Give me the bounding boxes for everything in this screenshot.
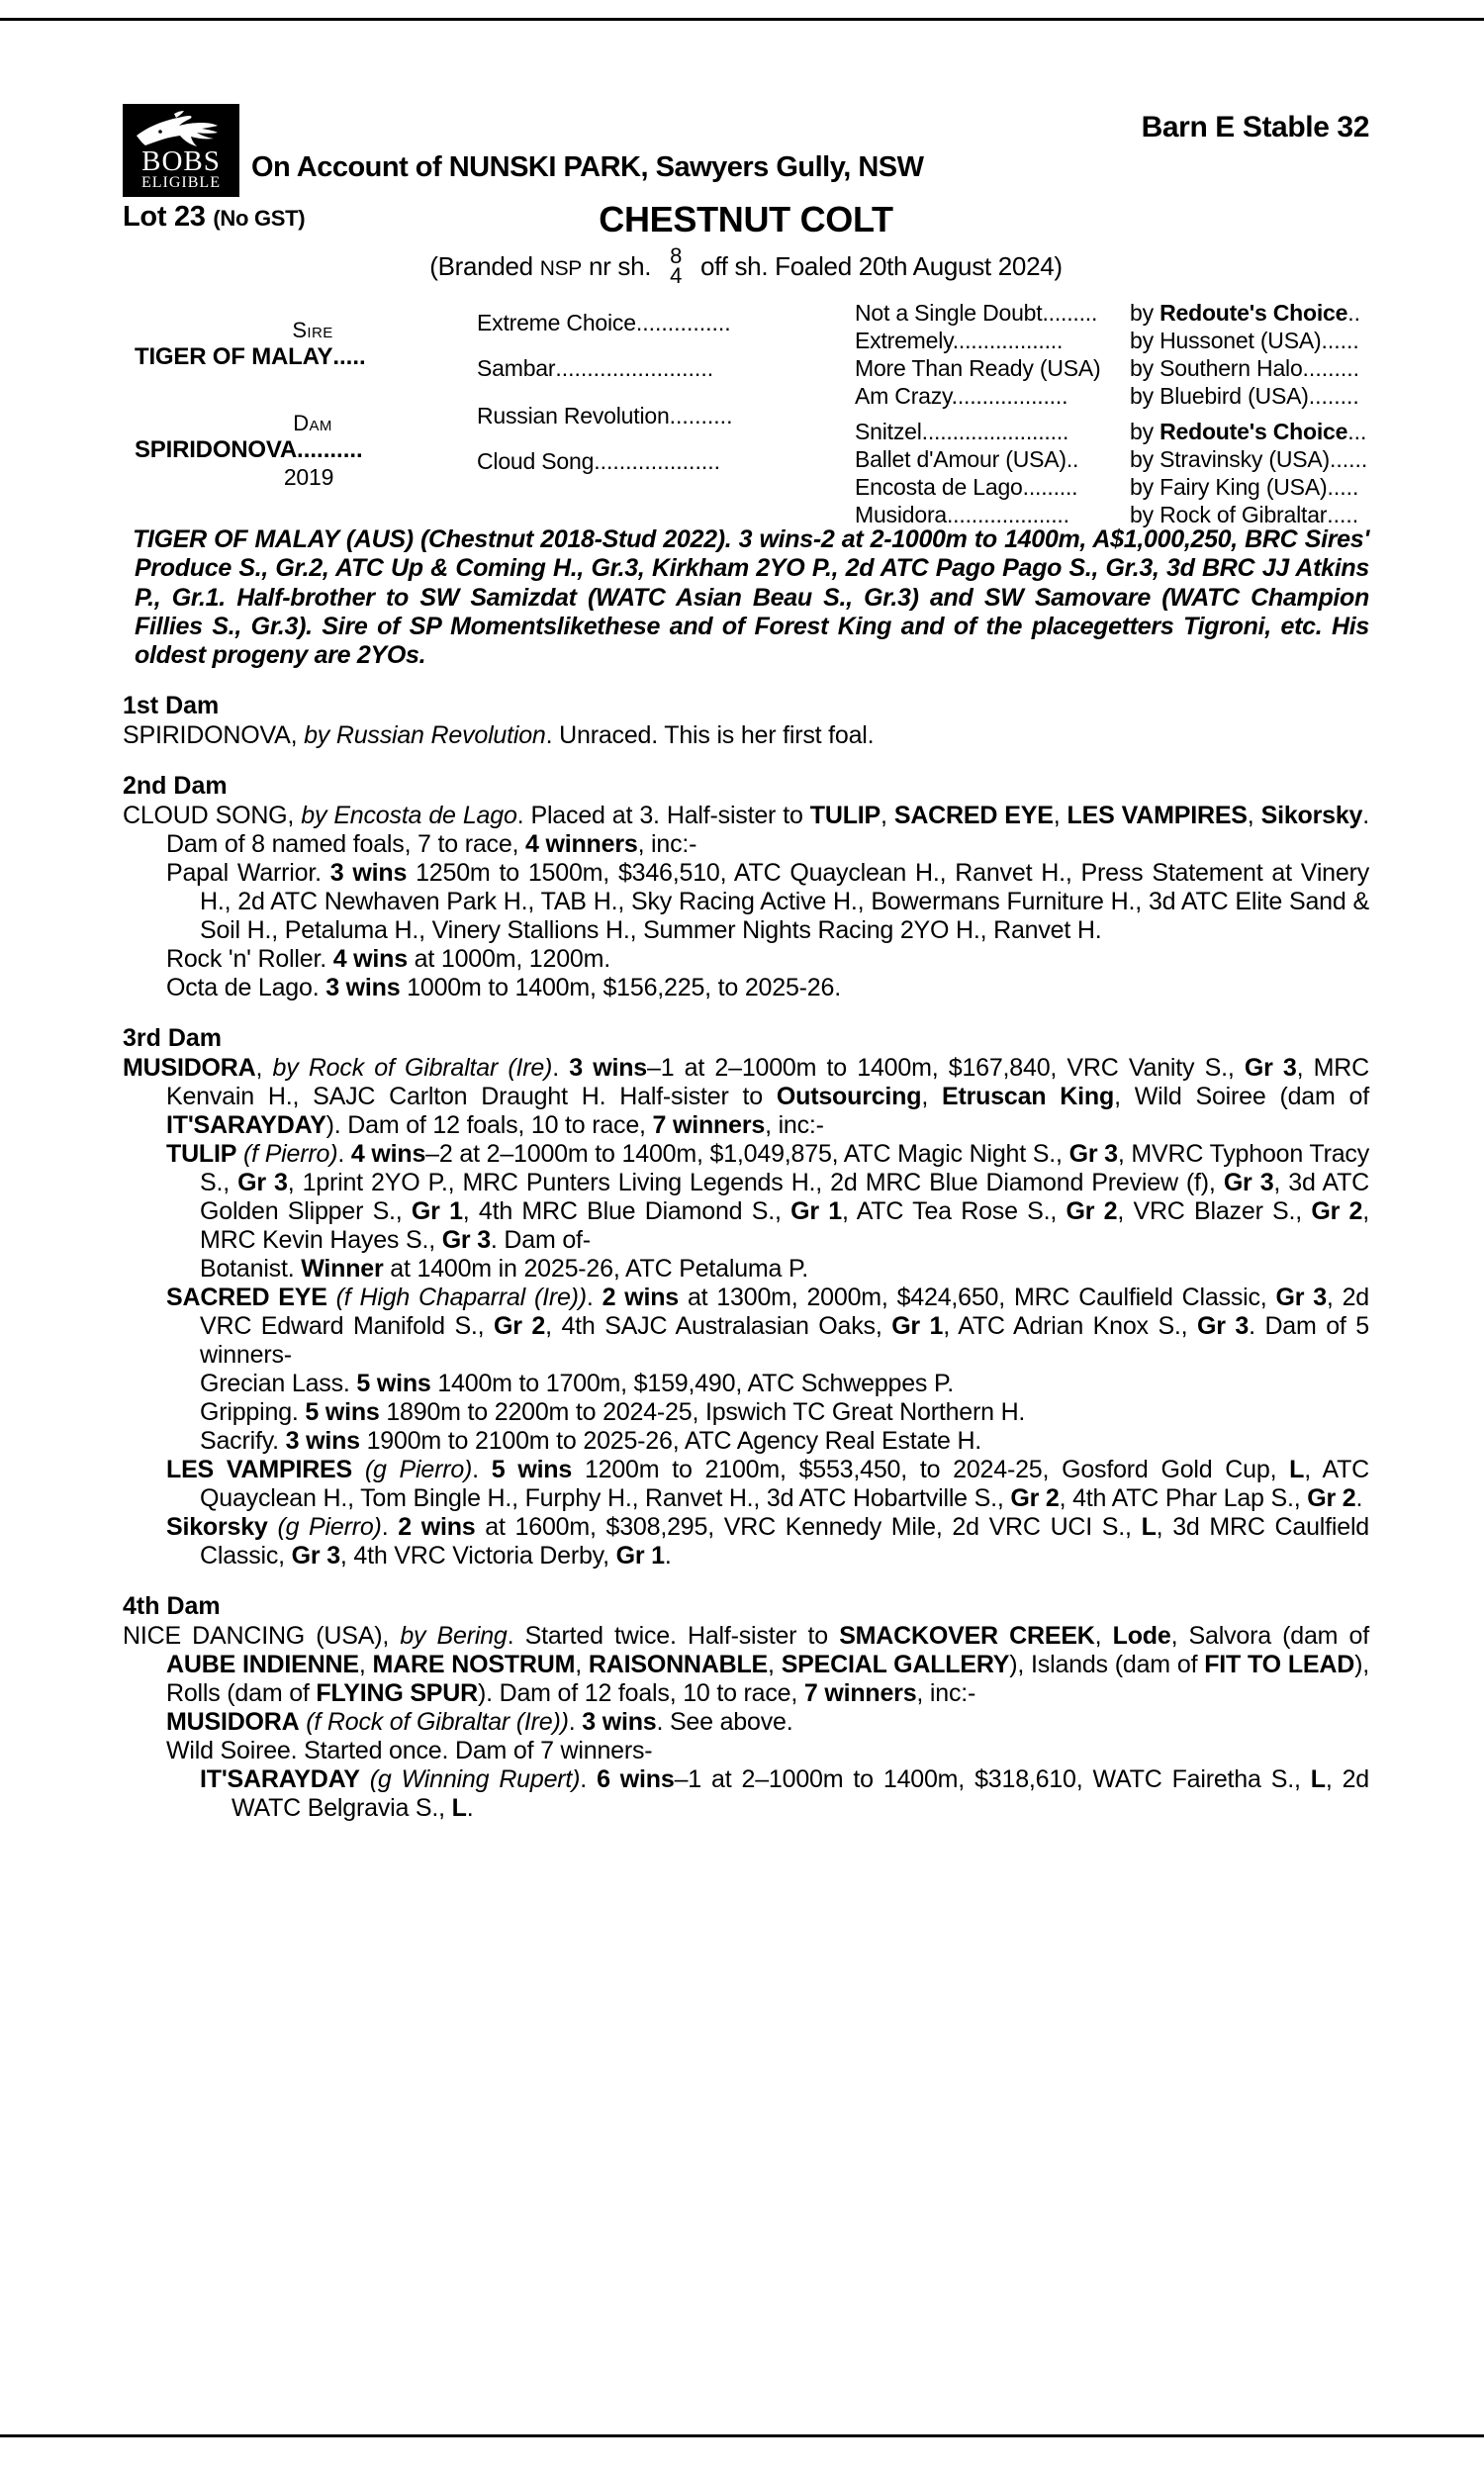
lot-number <box>123 201 305 234</box>
gen2-dots: ......................... <box>555 355 714 381</box>
sire-name <box>135 343 477 371</box>
brand-off-shoulder-foaled: off sh. Foaled 20th August 2024) <box>700 251 1063 282</box>
sire-block <box>135 318 477 371</box>
gen2-row <box>477 448 855 475</box>
logo-brand-text: BOBS <box>141 145 221 177</box>
gen2-name: Extreme Choice <box>477 310 636 335</box>
gen2-row <box>477 403 855 429</box>
gen2-name: Russian Revolution <box>477 403 670 428</box>
lot-number-label: Lot 23 <box>123 201 206 233</box>
brand-code: NSP <box>539 257 583 281</box>
brand-foaled-line <box>123 243 1369 294</box>
pedigree-entry: TULIP (f Pierro). 4 wins–2 at 2–1000m to 1400m, $1,049,875, ATC Magic Night S., Gr 3, MVRC Typhoon Tracy S., Gr 3, 1print 2YO P., MRC Punters Living Legends H., 2d MRC Blue Diamond Preview (f), Gr 3, 3d ATC Golden Slipper S., Gr 1, 4th MRC Blue Diamond S., Gr 1, ATC Tea Rose S., Gr 2, VRC Blazer S., Gr 2, MRC Kevin Hayes S., Gr 3. Dam of- <box>166 1140 1370 1255</box>
pedigree-entry: MUSIDORA (f Rock of Gibraltar (Ire)). 3 wins. See above. <box>166 1708 793 1737</box>
dam-name <box>135 436 477 464</box>
dam-label: Dam <box>293 411 332 435</box>
gen3-name: Extremely.................. <box>855 328 1064 353</box>
gen3-sire: by Redoute's Choice... <box>1130 419 1367 444</box>
bobs-eligible-logo <box>123 104 239 197</box>
page-content <box>123 104 1369 1823</box>
gen3-name: Encosta de Lago......... <box>855 474 1078 500</box>
gen3-sire: by Hussonet (USA)...... <box>1130 328 1359 353</box>
brand-number-bottom: 4 <box>670 263 683 289</box>
colour-sex-title: CHESTNUT COLT <box>599 199 893 239</box>
gen3-sire: by Bluebird (USA)........ <box>1130 383 1359 409</box>
dam-name-text: SPIRIDONOVA <box>135 436 298 463</box>
gen3-sire: by Southern Halo......... <box>1130 355 1360 381</box>
gen3-sire: by Fairy King (USA)..... <box>1130 474 1359 500</box>
dam-sections <box>123 692 1369 1823</box>
dam-section-heading: 2nd Dam <box>123 772 228 801</box>
lot-gst-note: (No GST) <box>213 206 306 231</box>
barn-stable-text: Barn E Stable 32 <box>1141 111 1369 143</box>
gen3-name: Not a Single Doubt......... <box>855 300 1098 326</box>
pedigree-entry: Papal Warrior. 3 wins 1250m to 1500m, $346,510, ATC Quayclean H., Ranvet H., Press Statement at Vinery H., 2d ATC Newhaven Park H., TAB H., Sky Racing Active H., Bowermans Furniture H., 3d ATC Elite Sand & Soil H., Petaluma H., Vinery Stallions H., Summer Nights Racing 2YO H., Ranvet H. <box>166 859 1370 945</box>
brand-number-fraction <box>670 243 683 289</box>
gen2-dots: ............... <box>635 310 731 335</box>
lot-title-row <box>123 201 1369 248</box>
pedigree-entry: MUSIDORA, by Rock of Gibraltar (Ire). 3 wins–1 at 2–1000m to 1400m, $167,840, VRC Vanity S., Gr 3, MRC Kenvain H., SAJC Carlton Draught H. Half-sister to Outsourcing, Etruscan King, Wild Soiree (dam of IT'SARAYDAY). Dam of 12 foals, 10 to race, 7 winners, inc:- <box>123 1054 1370 1140</box>
dam-section-heading: 1st Dam <box>123 692 220 720</box>
brand-near-shoulder: nr sh. <box>588 251 652 282</box>
pedigree-entry: Octa de Lago. 3 wins 1000m to 1400m, $156,225, to 2025-26. <box>166 974 841 1002</box>
pedigree-generation-1 <box>135 300 477 516</box>
gen3-name: Snitzel........................ <box>855 419 1069 444</box>
gen3-name: Ballet d'Amour (USA).. <box>855 446 1079 472</box>
pedigree-entry: Gripping. 5 wins 1890m to 2200m to 2024-25, Ipswich TC Great Northern H. <box>200 1398 1026 1427</box>
brand-prefix: (Branded <box>429 251 533 282</box>
pedigree-entry: IT'SARAYDAY (g Winning Rupert). 6 wins–1 at 2–1000m to 1400m, $318,610, WATC Fairetha S., L, 2d WATC Belgravia S., L. <box>200 1765 1369 1823</box>
pedigree-entry: CLOUD SONG, by Encosta de Lago. Placed at 3. Half-sister to TULIP, SACRED EYE, LES VAMPIRES, Sikorsky. Dam of 8 named foals, 7 to race, 4 winners, inc:- <box>123 802 1369 859</box>
dam-dots: .......... <box>297 436 363 463</box>
sire-dots: ..... <box>332 343 366 370</box>
gen3-name: Am Crazy................... <box>855 383 1068 409</box>
gen2-row <box>477 310 855 336</box>
pedigree-entry: Sacrify. 3 wins 1900m to 2100m to 2025-26, ATC Agency Real Estate H. <box>200 1427 982 1456</box>
gen3-row <box>855 502 1369 533</box>
gen3-name: More Than Ready (USA) <box>855 355 1101 381</box>
sire-summary-paragraph: TIGER OF MALAY (AUS) (Chestnut 2018-Stud 2022). 3 wins-2 at 2-1000m to 1400m, A$1,000,250, BRC Sires' Produce S., Gr.2, ATC Up & Coming H., Gr.3, Kirkham 2YO P., 2d ATC Pago Pago S., Gr.3, 3d BRC JJ Atkins P., Gr.1. Half-brother to SW Samizdat (WATC Asian Beau S., Gr.3) and SW Samovare (WATC Champion Fillies S., Gr.3). Sire of SP Momentslikethese and of Forest King and of the placegetters Tigroni, etc. His oldest progeny are 2YOs. <box>133 525 1369 669</box>
pedigree-entry: SACRED EYE (f High Chaparral (Ire)). 2 wins at 1300m, 2000m, $424,650, MRC Caulfield Classic, Gr 3, 2d VRC Edward Manifold S., Gr 2, 4th SAJC Australasian Oaks, Gr 1, ATC Adrian Knox S., Gr 3. Dam of 5 winners- <box>166 1284 1369 1370</box>
gen2-row <box>477 355 855 382</box>
page-top-rule <box>0 18 1484 21</box>
gen3-sire: by Stravinsky (USA)...... <box>1130 446 1368 472</box>
pedigree-entry: LES VAMPIRES (g Pierro). 5 wins 1200m to 2100m, $553,450, to 2024-25, Gosford Gold Cup, L, ATC Quayclean H., Tom Bingle H., Furphy H., Ranvet H., 3d ATC Hobartville S., Gr 2, 4th ATC Phar Lap S., Gr 2. <box>166 1456 1370 1513</box>
gen3-row <box>855 383 1369 415</box>
gen2-name: Sambar <box>477 355 556 381</box>
gen3-sire: by Rock of Gibraltar..... <box>1130 502 1359 527</box>
brand-number-top: 8 <box>670 243 683 268</box>
pedigree-table <box>123 300 1369 527</box>
pedigree-generation-3 <box>855 300 1369 527</box>
page-bottom-rule <box>0 2434 1484 2437</box>
pedigree-entry: Rock 'n' Roller. 4 wins at 1000m, 1200m. <box>166 945 610 974</box>
page-header <box>123 104 1369 199</box>
pedigree-entry: Botanist. Winner at 1400m in 2025-26, ATC Petaluma P. <box>200 1255 808 1284</box>
pedigree-entry: Wild Soiree. Started once. Dam of 7 winners- <box>166 1737 653 1765</box>
gen2-name: Cloud Song <box>477 448 595 474</box>
sire-label: Sire <box>292 318 333 342</box>
pedigree-entry: Grecian Lass. 5 wins 1400m to 1700m, $159,490, ATC Schweppes P. <box>200 1370 954 1398</box>
gen3-sire: by Redoute's Choice.. <box>1130 300 1361 326</box>
gen2-dots: .......... <box>669 403 733 428</box>
pedigree-entry: Sikorsky (g Pierro). 2 wins at 1600m, $308,295, VRC Kennedy Mile, 2d VRC UCI S., L, 3d MRC Caulfield Classic, Gr 3, 4th VRC Victoria Derby, Gr 1. <box>166 1513 1370 1570</box>
pedigree-entry: SPIRIDONOVA, by Russian Revolution. Unraced. This is her first foal. <box>123 721 875 750</box>
sire-name-text: TIGER OF MALAY <box>135 343 333 370</box>
vendor-account-text: On Account of NUNSKI PARK, Sawyers Gully, NSW <box>251 151 924 183</box>
logo-sub-text: ELIGIBLE <box>141 174 221 191</box>
gen3-name: Musidora.................... <box>855 502 1069 527</box>
dam-section-heading: 4th Dam <box>123 1592 221 1621</box>
dam-year: 2019 <box>283 464 334 490</box>
dam-section-heading: 3rd Dam <box>123 1024 223 1053</box>
dam-block <box>135 411 477 491</box>
pedigree-entry: NICE DANCING (USA), by Bering. Started twice. Half-sister to SMACKOVER CREEK, Lode, Salvora (dam of AUBE INDIENNE, MARE NOSTRUM, RAISONNABLE, SPECIAL GALLERY), Islands (dam of FIT TO LEAD), Rolls (dam of FLYING SPUR). Dam of 12 foals, 10 to race, 7 winners, inc:- <box>123 1622 1369 1708</box>
pedigree-generation-2 <box>477 300 855 516</box>
gen2-dots: .................... <box>594 448 721 474</box>
